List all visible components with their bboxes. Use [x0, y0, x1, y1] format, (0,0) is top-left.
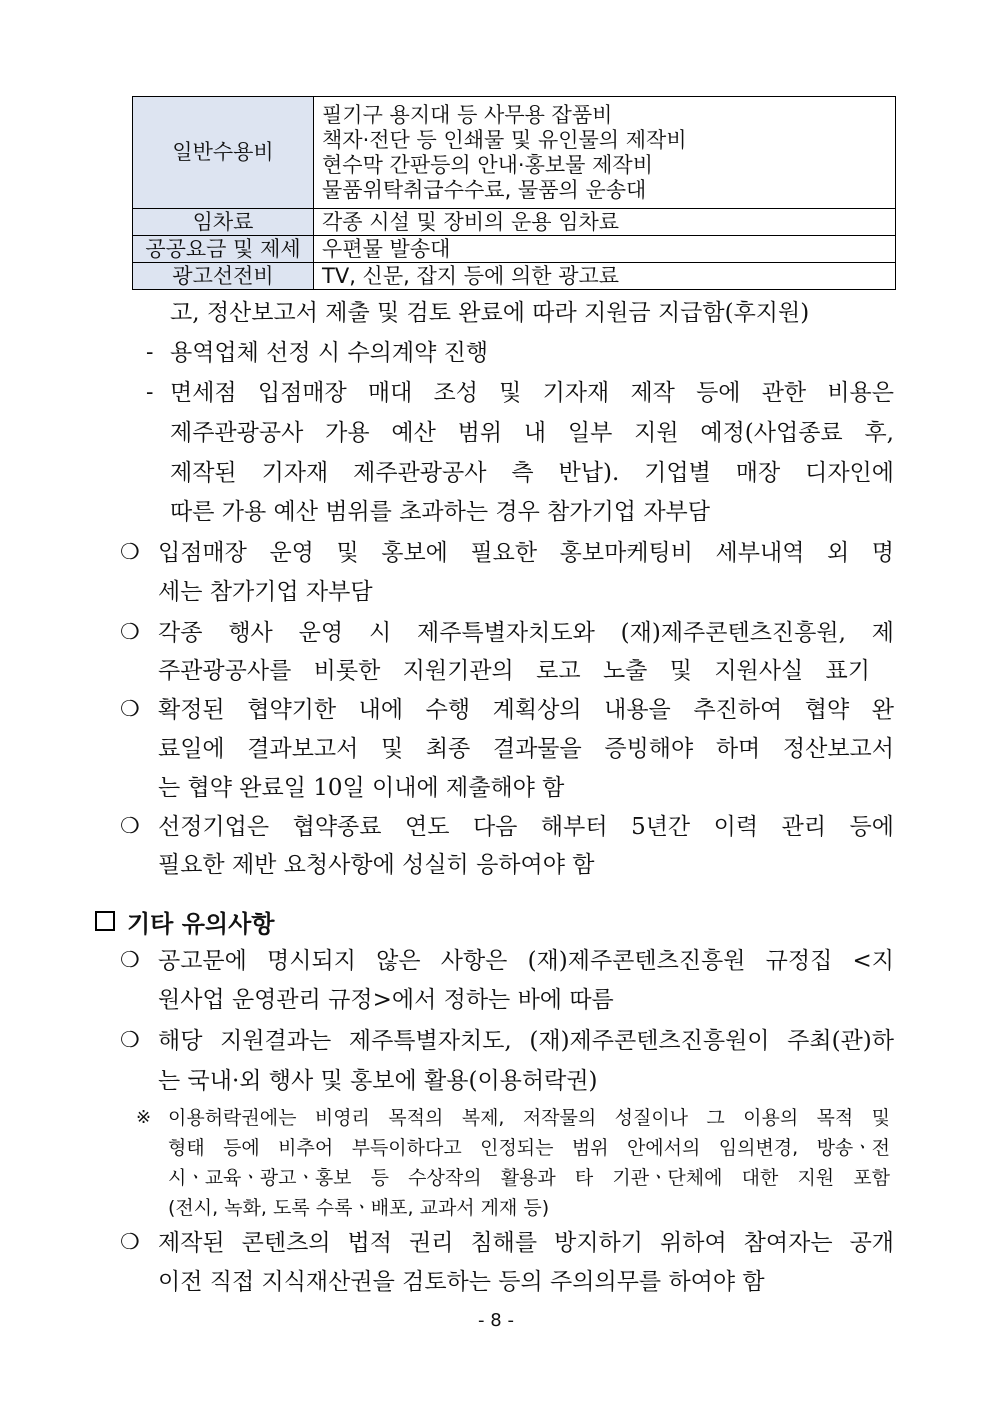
- circle-bullet-icon: ❍: [120, 1028, 140, 1053]
- list-item: 료일에 결과보고서 및 최종 결과물을 증빙해야 하며 정산보고서: [158, 736, 894, 762]
- list-item: 필요한 제반 요청사항에 성실히 응하여야 함: [158, 852, 595, 878]
- list-item: 공고문에 명시되지 않은 사항은 (재)제주콘텐츠진흥원 규정집 <지: [158, 948, 894, 974]
- continuation-text: 고, 정산보고서 제출 및 검토 완료에 따라 지원금 지급함(후지원): [170, 300, 810, 326]
- table-detail-cell: TV, 신문, 잡지 등에 의한 광고료: [314, 263, 896, 290]
- expense-table: [132, 96, 896, 290]
- table-row: [133, 209, 896, 236]
- list-item: 세는 참가기업 자부담: [158, 579, 373, 605]
- list-item: 제작된 콘텐츠의 법적 권리 침해를 방지하기 위하여 참여자는 공개: [158, 1230, 894, 1256]
- circle-bullet-icon: ❍: [120, 814, 140, 839]
- table-detail-cell: 각종 시설 및 장비의 운용 임차료: [314, 209, 896, 236]
- list-item: 주관광공사를 비롯한 지원기관의 로고 노출 및 지원사실 표기: [158, 658, 870, 684]
- list-item: 확정된 협약기한 내에 수행 계획상의 내용을 추진하여 협약 완: [158, 697, 894, 723]
- note-line: 형태 등에 비추어 부득이하다고 인정되는 범위 안에서의 임의변경, 방송ㆍ전: [168, 1137, 890, 1159]
- table-row: [133, 97, 896, 209]
- circle-bullet-icon: ❍: [120, 948, 140, 973]
- list-item: 따른 가용 예산 범위를 초과하는 경우 참가기업 자부담: [170, 499, 710, 525]
- note-line: 이용허락권에는 비영리 목적의 복제, 저작물의 성질이나 그 이용의 목적 및: [168, 1107, 890, 1129]
- dash-marker: -: [146, 340, 154, 365]
- list-item: 각종 행사 운영 시 제주특별자치도와 (재)제주콘텐츠진흥원, 제: [158, 620, 894, 646]
- circle-bullet-icon: ❍: [120, 1230, 140, 1255]
- table-detail-cell: 필기구 용지대 등 사무용 잡품비 책자·전단 등 인쇄물 및 유인물의 제작비 현수막 간판등의 안내·홍보물 제작비 물품위탁취급수수료, 물품의 운송대: [314, 97, 896, 209]
- circle-bullet-icon: ❍: [120, 540, 140, 565]
- list-item: 제주관광공사 가용 예산 범위 내 일부 지원 예정(사업종료 후,: [170, 420, 894, 446]
- list-item: 이전 직접 지식재산권을 검토하는 등의 주의의무를 하여야 함: [158, 1269, 765, 1295]
- list-item: 해당 지원결과는 제주특별자치도, (재)제주콘텐츠진흥원이 주최(관)하: [158, 1028, 894, 1054]
- dash-marker: -: [146, 380, 154, 405]
- section-heading: [95, 904, 274, 938]
- list-item: 는 국내·외 행사 및 홍보에 활용(이용허락권): [158, 1068, 598, 1094]
- circle-bullet-icon: ❍: [120, 697, 140, 722]
- section-heading-text: 기타 유의사항: [127, 909, 275, 938]
- list-item: 선정기업은 협약종료 연도 다음 해부터 5년간 이력 관리 등에: [158, 814, 894, 840]
- list-item: 제작된 기자재 제주관광공사 측 반납). 기업별 매장 디자인에: [170, 460, 894, 486]
- list-item: 는 협약 완료일 10일 이내에 제출해야 함: [158, 775, 565, 801]
- list-item: 입점매장 운영 및 홍보에 필요한 홍보마케팅비 세부내역 외 명: [158, 540, 894, 566]
- note-line: 시ㆍ교육ㆍ광고ㆍ홍보 등 수상작의 활용과 타 기관ㆍ단체에 대한 지원 포함: [168, 1167, 890, 1189]
- circle-bullet-icon: ❍: [120, 620, 140, 645]
- table-category-cell: 임차료: [133, 209, 314, 236]
- list-item: 면세점 입점매장 매대 조성 및 기자재 제작 등에 관한 비용은: [170, 380, 894, 406]
- table-category-cell: 공공요금 및 제세: [133, 236, 314, 263]
- table-row: [133, 236, 896, 263]
- note-marker: ※: [136, 1107, 152, 1128]
- table-detail-cell: 우편물 발송대: [314, 236, 896, 263]
- list-item: 원사업 운영관리 규정>에서 정하는 바에 따름: [158, 987, 614, 1013]
- note-line: (전시, 녹화, 도록 수록ㆍ배포, 교과서 게재 등): [168, 1197, 550, 1219]
- page-number: - 8 -: [478, 1310, 514, 1331]
- list-item: 용역업체 선정 시 수의계약 진행: [170, 340, 489, 366]
- checkbox-icon: [95, 911, 115, 931]
- table-category-cell: 일반수용비: [133, 97, 314, 209]
- table-category-cell: 광고선전비: [133, 263, 314, 290]
- table-row: [133, 263, 896, 290]
